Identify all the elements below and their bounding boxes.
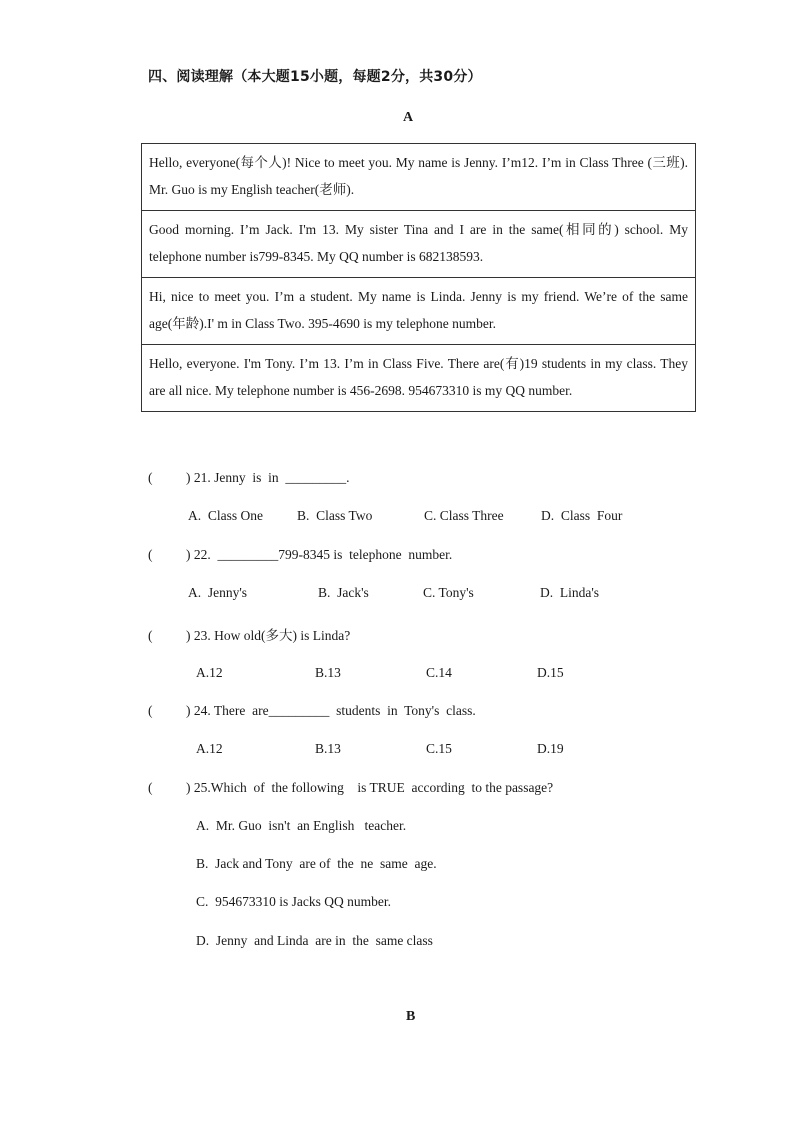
answer-bracket-close: ) bbox=[186, 703, 191, 718]
q22-option-d: D. Linda's bbox=[540, 585, 600, 600]
answer-bracket-open: ( bbox=[148, 628, 153, 643]
passage-row bbox=[142, 211, 696, 278]
part-b-label: B bbox=[406, 1009, 416, 1024]
q23-option-d: D.15 bbox=[537, 665, 564, 680]
q24-option-a: A.12 bbox=[196, 741, 223, 756]
passages-table bbox=[141, 143, 696, 412]
answer-bracket-close: ) bbox=[186, 547, 191, 562]
question-stem: 22. _________799-8345 is telephone number. bbox=[193, 547, 453, 562]
passage-tony: Hello, everyone. I'm Tony. I’m 13. I’m in Class Five. There are(有)19 students in my class. They are all nice. My telephone number is 456-2698. 954673310 is my QQ number. bbox=[142, 345, 696, 412]
passage-row bbox=[142, 144, 696, 211]
question-stem: 23. How old(多大) is Linda? bbox=[193, 628, 351, 643]
answer-bracket-close: ) bbox=[186, 628, 191, 643]
question-stem: 25.Which of the following is TRUE according to the passage? bbox=[193, 780, 554, 795]
question-24 bbox=[148, 703, 476, 719]
q22-option-b: B. Jack's bbox=[318, 585, 369, 600]
q22-option-c: C. Tony's bbox=[423, 585, 474, 600]
q24-option-d: D.19 bbox=[537, 741, 564, 756]
answer-bracket-open: ( bbox=[148, 780, 153, 795]
question-23 bbox=[148, 624, 350, 644]
passage-row bbox=[142, 345, 696, 412]
answer-bracket-open: ( bbox=[148, 470, 153, 485]
q23-option-a: A.12 bbox=[196, 665, 223, 680]
answer-bracket-open: ( bbox=[148, 703, 153, 718]
q25-option-a: A. Mr. Guo isn't an English teacher. bbox=[196, 818, 407, 833]
question-stem: 21. Jenny is in _________. bbox=[193, 470, 350, 485]
answer-bracket-close: ) bbox=[186, 780, 191, 795]
question-stem: 24. There are_________ students in Tony's class. bbox=[193, 703, 476, 718]
passage-row bbox=[142, 278, 696, 345]
q25-option-c: C. 954673310 is Jacks QQ number. bbox=[196, 894, 391, 909]
question-25 bbox=[148, 780, 553, 796]
q23-option-b: B.13 bbox=[315, 665, 341, 680]
section-title: 四、阅读理解（本大题15小题，每题2分，共30分） bbox=[148, 69, 482, 85]
q24-option-b: B.13 bbox=[315, 741, 341, 756]
answer-bracket-open: ( bbox=[148, 547, 153, 562]
q21-option-a: A. Class One bbox=[188, 508, 263, 523]
q25-option-d: D. Jenny and Linda are in the same class bbox=[196, 933, 433, 948]
passage-linda: Hi, nice to meet you. I’m a student. My name is Linda. Jenny is my friend. We’re of the same age(年龄).I' m in Class Two. 395-4690 is my telephone number. bbox=[142, 278, 696, 345]
answer-bracket-close: ) bbox=[186, 470, 191, 485]
passage-jack: Good morning. I’m Jack. I'm 13. My sister Tina and I are in the same(相同的) school. My telephone number is799-8345. My QQ number is 682138593. bbox=[142, 211, 696, 278]
q21-option-b: B. Class Two bbox=[297, 508, 373, 523]
q24-option-c: C.15 bbox=[426, 741, 452, 756]
q21-option-c: C. Class Three bbox=[424, 508, 504, 523]
passage-jenny: Hello, everyone(每个人)! Nice to meet you. My name is Jenny. I’m12. I’m in Class Three (三班). Mr. Guo is my English teacher(老师). bbox=[142, 144, 696, 211]
q23-option-c: C.14 bbox=[426, 665, 452, 680]
question-22 bbox=[148, 547, 452, 563]
question-21 bbox=[148, 470, 350, 486]
q21-option-d: D. Class Four bbox=[541, 508, 623, 523]
q22-option-a: A. Jenny's bbox=[188, 585, 248, 600]
part-a-label: A bbox=[403, 110, 414, 125]
q25-option-b: B. Jack and Tony are of the ne same age. bbox=[196, 856, 437, 871]
